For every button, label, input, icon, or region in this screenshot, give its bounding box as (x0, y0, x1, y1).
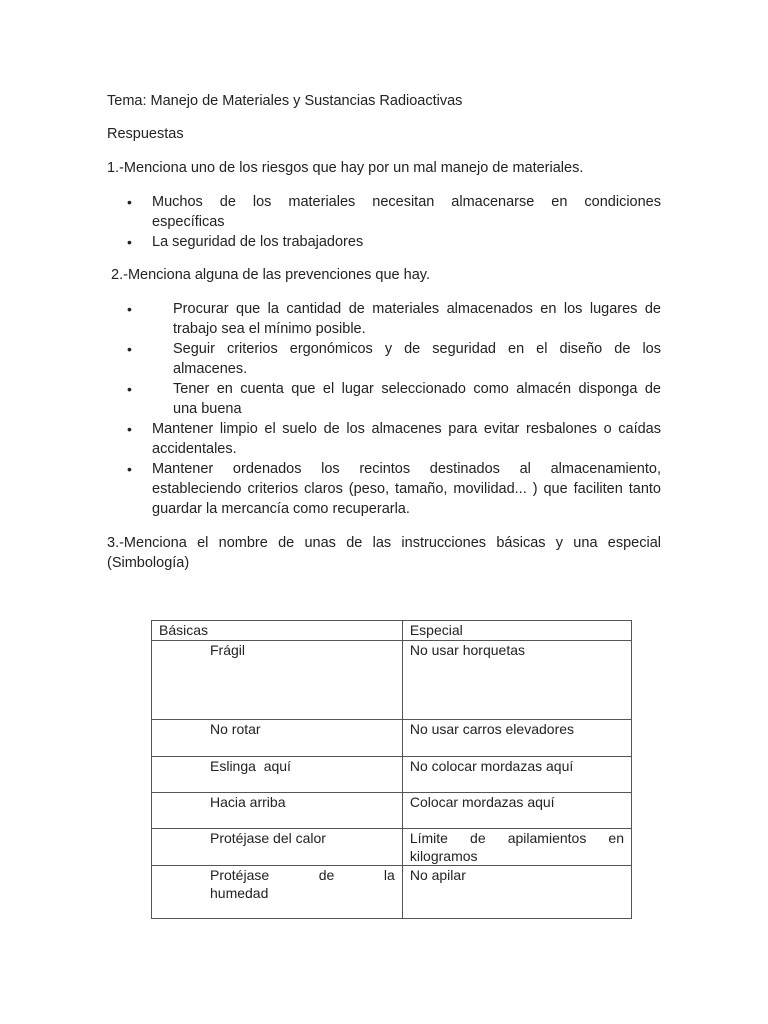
list-item-line: estableciendo criterios claros (peso, tamaño, movilidad... ) que faciliten tanto (152, 481, 661, 497)
table-row (152, 829, 632, 866)
table-row (152, 793, 632, 829)
table-cell-basica: Protéjase del calor (152, 829, 403, 866)
table-cell-especial: No usar carros elevadores (402, 720, 631, 757)
question-3-line-1: 3.-Menciona el nombre de unas de las instrucciones básicas y una especial (107, 535, 661, 551)
list-item (107, 192, 661, 232)
table-header-especial: Especial (402, 621, 631, 641)
question-3-line-2: (Simbología) (107, 555, 190, 571)
table-cell-basica (152, 866, 403, 919)
list-item-line: • Mantener limpio el suelo de los almacenes para evitar resbalones o caídas (152, 421, 661, 437)
list-item-line: • Tener en cuenta que el lugar seleccionado como almacén disponga de (173, 381, 661, 397)
table-row (152, 757, 632, 793)
list-item-line: • Muchos de los materiales necesitan almacenarse en condiciones (152, 194, 661, 210)
list-item: • La seguridad de los trabajadores (107, 232, 661, 252)
cell-line: humedad (210, 885, 269, 901)
list-item (107, 419, 661, 459)
cell-line: kilogramos (409, 848, 478, 864)
table-row (152, 720, 632, 757)
question-2-answers (107, 299, 661, 519)
table-cell-especial: No usar horquetas (402, 641, 631, 720)
table-cell-especial (402, 829, 631, 866)
table-cell-especial: No apilar (402, 866, 631, 919)
cell-word: la (383, 867, 395, 883)
table-cell-especial: Colocar mordazas aquí (402, 793, 631, 829)
list-item-line: guardar la mercancía como recuperarla. (152, 501, 410, 517)
symbology-table (151, 620, 632, 919)
table-row (152, 866, 632, 919)
question-1-answers (107, 192, 661, 252)
question-1: 1.-Menciona uno de los riesgos que hay por un mal manejo de materiales. (107, 160, 584, 176)
list-item-line: específicas (152, 214, 225, 230)
list-item-line: trabajo sea el mínimo posible. (173, 321, 366, 337)
list-item (107, 299, 661, 339)
list-item-line: una buena (173, 401, 242, 417)
cell-justified-line (210, 866, 395, 884)
list-item-line: almacenes. (173, 361, 248, 377)
document-title: Tema: Manejo de Materiales y Sustancias Radioactivas (107, 93, 463, 109)
list-item-line: accidentales. (152, 441, 237, 457)
cell-word: apilamientos (507, 830, 587, 846)
cell-justified-line (410, 829, 624, 847)
list-item (107, 459, 661, 519)
table-cell-basica: Eslinga aquí (152, 757, 403, 793)
table-header-row (152, 621, 632, 641)
table-cell-especial: No colocar mordazas aquí (402, 757, 631, 793)
table-row (152, 641, 632, 720)
table-header-basicas: Básicas (152, 621, 403, 641)
cell-word: en (608, 830, 624, 846)
list-item (107, 379, 661, 419)
list-item-line: • Seguir criterios ergonómicos y de seguridad en el diseño de los (173, 341, 661, 357)
list-item-line: • Procurar que la cantidad de materiales almacenados en los lugares de (173, 301, 661, 317)
list-item-line: • Mantener ordenados los recintos destinados al almacenamiento, (152, 461, 661, 477)
section-label-respuestas: Respuestas (107, 126, 184, 142)
list-item (107, 339, 661, 379)
cell-word: de (470, 830, 486, 846)
table-cell-basica: Hacia arriba (152, 793, 403, 829)
table-cell-basica: Frágil (152, 641, 403, 720)
table-cell-basica: No rotar (152, 720, 403, 757)
cell-word: de (318, 867, 335, 883)
cell-word: Límite (409, 830, 448, 846)
question-2: 2.-Menciona alguna de las prevenciones que hay. (107, 267, 430, 283)
cell-word: Protéjase (210, 867, 270, 883)
